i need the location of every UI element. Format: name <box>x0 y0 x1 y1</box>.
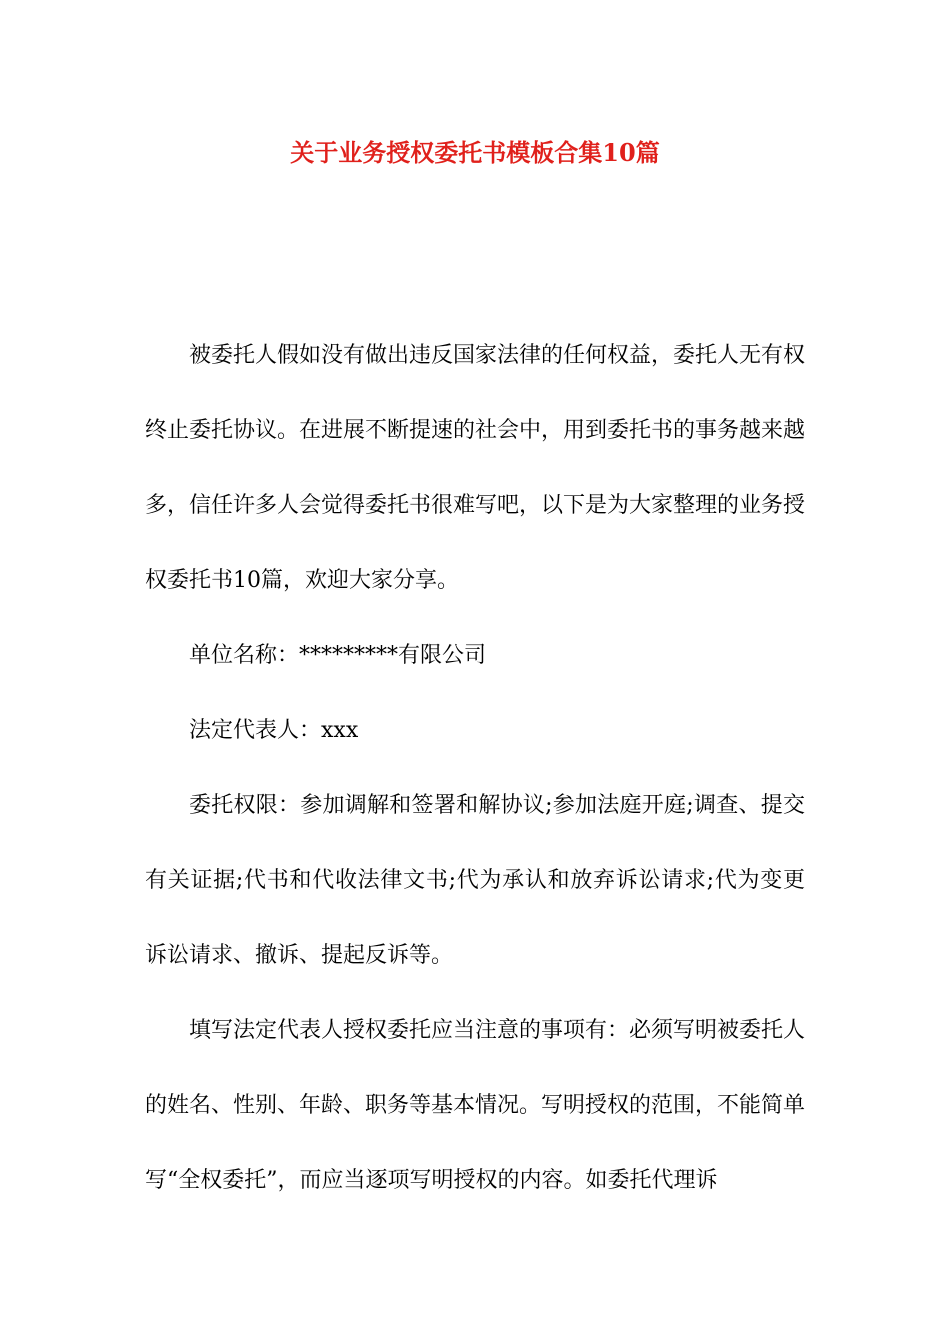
document-title: 关于业务授权委托书模板合集10篇 <box>290 138 660 167</box>
paragraph-intro: 被委托人假如没有做出违反国家法律的任何权益，委托人无有权终止委托协议。在进展不断提速的社会中，用到委托书的事务越来越多，信任许多人会觉得委托书很难写吧，以下是为大家整理的业务授权委托书10篇，欢迎大家分享。 <box>145 343 806 593</box>
paragraph-notes: 填写法定代表人授权委托应当注意的事项有：必须写明被委托人的姓名、性别、年龄、职务等基本情况。写明授权的范围，不能简单写“全权委托”，而应当逐项写明授权的内容。如委托代理诉 <box>145 1018 806 1193</box>
document-body <box>145 318 805 1218</box>
paragraph-unit-name: 单位名称：*********有限公司 <box>189 643 487 668</box>
paragraph-authority-scope: 委托权限：参加调解和签署和解协议;参加法庭开庭;调查、提交有关证据;代书和代收法律文书;代为承认和放弃诉讼请求;代为变更诉讼请求、撤诉、提起反诉等。 <box>145 793 805 968</box>
paragraph-legal-representative: 法定代表人：xxx <box>189 718 359 743</box>
